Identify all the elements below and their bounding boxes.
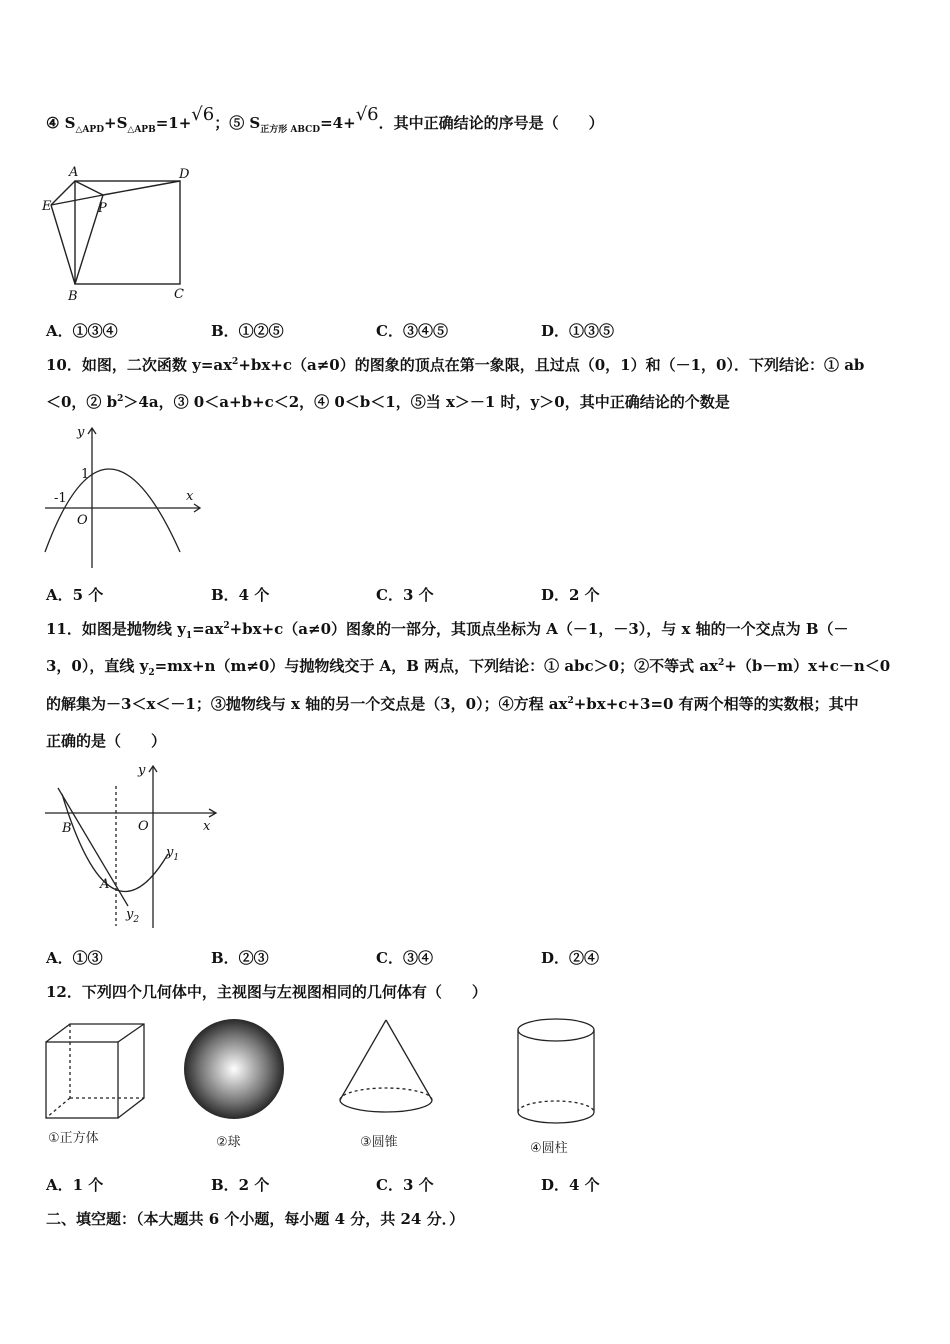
curve-y1-label: $y_1$ [166, 845, 180, 863]
axis-y-label: y [138, 763, 146, 778]
option-a[interactable]: A．①③④ [46, 322, 118, 340]
caption-cube: ①正方体 [48, 1131, 99, 1146]
option-d[interactable]: D．2 个 [541, 586, 600, 604]
option-d[interactable]: D．4 个 [541, 1176, 600, 1194]
axis-x-label: x [186, 489, 194, 504]
option-b[interactable]: B．4 个 [211, 586, 270, 604]
q12-statement: 12．下列四个几何体中，主视图与左视图相同的几何体有（ ） [46, 983, 487, 1001]
label-B: B [68, 289, 78, 304]
point-A-label: A [100, 877, 110, 892]
label-E: E [42, 199, 52, 214]
option-c[interactable]: C．③④ [376, 949, 433, 967]
q12-options [46, 1174, 746, 1198]
q11-line1: 11．如图是抛物线 $y_1=ax^2+bx+c(a\ne 0)$图象的一部分，其顶点坐标为 A（－1，－3），与 x 轴的一个交点为 B（－ [46, 620, 849, 641]
option-c[interactable]: C．3 个 [376, 1176, 434, 1194]
axis-y-label: y [77, 425, 85, 440]
point-B-label: B [62, 821, 72, 836]
cylinder-drawing [518, 1019, 594, 1123]
option-a[interactable]: A．①③ [46, 949, 103, 967]
line-y2-label: $y_2$ [126, 907, 140, 925]
cone-drawing [340, 1020, 432, 1112]
caption-cylinder: ④圆柱 [530, 1141, 568, 1156]
tick-one: 1 [81, 467, 90, 482]
q10-line2: ＜0，② $b^2>4a$，③ 0＜a+b+c＜2，④ 0＜b＜1，⑤当 x＞－1 时，y＞0，其中正确结论的个数是 [46, 393, 730, 411]
label-A: A [69, 165, 79, 180]
sqrt-six: √6 [191, 104, 215, 125]
q11-parabola-line-figure [40, 758, 225, 930]
option-b[interactable]: B．2 个 [211, 1176, 270, 1194]
option-d[interactable]: D．②④ [541, 949, 600, 967]
q12-solids-figure [40, 1012, 620, 1162]
cube-drawing [46, 1024, 144, 1118]
origin-label: O [77, 513, 88, 528]
q9-statement-tail: ④ $S_{\triangle APD}+S_{\triangle APB}=1+√6$；⑤ $S_{正方形 ABCD}=4+√6$．其中正确结论的序号是（ ） [46, 104, 604, 135]
label-C: C [174, 287, 184, 302]
option-c[interactable]: C．③④⑤ [376, 322, 448, 340]
option-c[interactable]: C．3 个 [376, 586, 434, 604]
q11-line4: 正确的是（ ） [46, 732, 167, 750]
option-b[interactable]: B．②③ [211, 949, 269, 967]
axis-x-label: x [203, 819, 211, 834]
q9-options [46, 320, 746, 344]
q10-line1: 10．如图，二次函数 $y=ax^2+bx+c(a\ne 0)$的图象的顶点在第一象限，且过点（0，1）和（－1，0）．下列结论：① ab [46, 356, 865, 374]
caption-cone: ③圆锥 [360, 1135, 398, 1150]
q10-parabola-figure [40, 420, 210, 575]
q10-options [46, 584, 746, 608]
sphere-drawing [184, 1019, 284, 1119]
option-a[interactable]: A．1 个 [46, 1176, 104, 1194]
option-d[interactable]: D．①③⑤ [541, 322, 615, 340]
label-P: P [98, 201, 107, 216]
option-b[interactable]: B．①②⑤ [211, 322, 284, 340]
section-two-title: 二、填空题：（本大题共 6 个小题，每小题 4 分，共 24 分．） [46, 1210, 465, 1228]
q9-square-figure [40, 160, 200, 305]
caption-sphere: ②球 [216, 1135, 241, 1150]
label-D: D [179, 167, 190, 182]
q11-line3: 的解集为－3＜x＜－1；③抛物线与 x 轴的另一个交点是（3，0）；④方程 $ax^2+bx+c+3=0$ 有两个相等的实数根；其中 [46, 695, 859, 713]
q11-line2: 3，0），直线 $y_2=mx+n(m\ne 0)$与抛物线交于 A，B 两点，下列结论：① abc＞0；②不等式 $ax^2+(b-m)x+c-n<0$ [46, 657, 891, 678]
origin-label: O [138, 819, 149, 834]
tick-neg-one: -1 [54, 491, 67, 506]
sqrt-six: √6 [355, 104, 379, 125]
option-a[interactable]: A．5 个 [46, 586, 104, 604]
q11-options [46, 947, 746, 971]
